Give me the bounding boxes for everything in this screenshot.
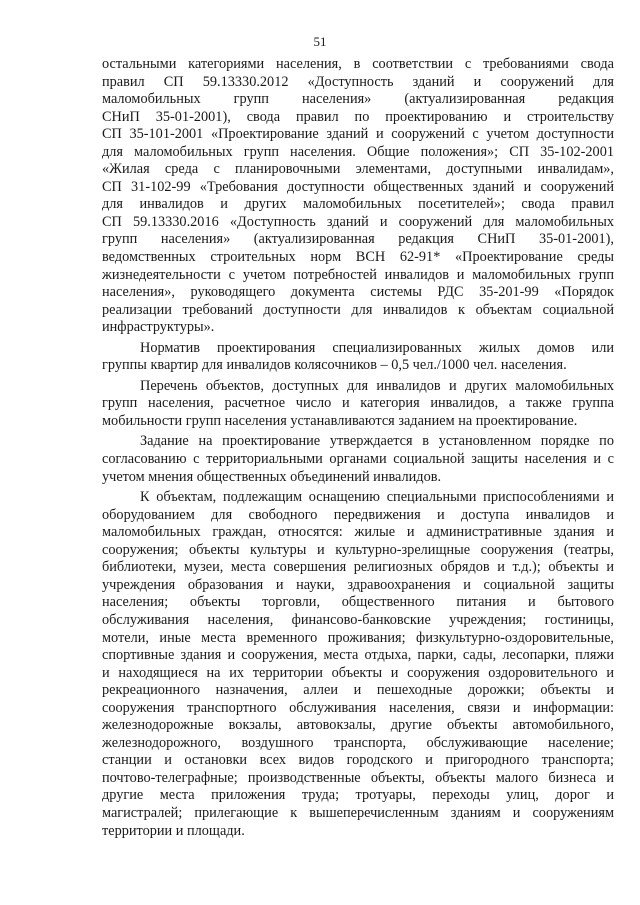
text-line: сооружения; объекты культуры и культурно-зрелищные сооружения (театры, <box>102 541 614 558</box>
text-line: Норматив проектирования специализированных жилых домов или <box>140 339 614 356</box>
text-line: остальными категориями населения, в соответствии с требованиями свода <box>102 56 614 72</box>
text-line: маломобильных групп населения» (актуализированная редакция <box>102 91 614 108</box>
document-body <box>102 56 614 840</box>
text-line: территории и площади. <box>102 822 245 839</box>
text-line: ведомственных строительных норм ВСН 62-91* «Проектирование среды <box>102 249 614 266</box>
text-line: и находящиеся на их территории объекты и сооружения оздоровительного и <box>102 664 614 681</box>
text-line: СП 35-101-2001 «Проектирование зданий и сооружений с учетом доступности <box>102 126 614 143</box>
text-line: маломобильных граждан, относятся: жилые и административные здания и <box>102 524 614 541</box>
text-line: населения», руководящего документа системы РДС 35-201-99 «Порядок <box>102 284 614 301</box>
text-line: обслуживания населения, финансово-банковские учреждения; гостиницы, <box>102 611 614 628</box>
text-line: населения; объекты торговли, общественного питания и бытового <box>102 594 614 611</box>
text-line: групп населения, расчетное число и категория инвалидов, а также группа <box>102 395 614 412</box>
text-line: СП 59.13330.2016 «Доступность зданий и сооружений для маломобильных <box>102 213 614 230</box>
paragraph <box>102 489 614 840</box>
text-line: СП 31-102-99 «Требования доступности общественных зданий и сооружений <box>102 178 614 195</box>
text-line: мобильности групп населения устанавливаются заданием на проектирование. <box>102 412 578 429</box>
text-line: Задание на проектирование утверждается в установленном порядке по <box>140 433 614 450</box>
text-line: учетом мнения общественных объединений инвалидов. <box>102 468 442 485</box>
text-line: групп населения» (актуализированная редакция СНиП 35-01-2001), <box>102 231 614 248</box>
text-line: Перечень объектов, доступных для инвалидов и других маломобильных <box>140 377 614 394</box>
text-line: инфраструктуры». <box>102 319 215 336</box>
text-line: правил СП 59.13330.2012 «Доступность зданий и сооружений для <box>102 73 614 90</box>
text-line: согласованию с территориальными органами социальной защиты населения и с <box>102 451 614 468</box>
page-number: 51 <box>313 34 327 49</box>
text-line: магистралей; прилегающие к вышеперечисленным зданиям и сооружениям <box>102 804 614 821</box>
text-line: оборудованием для свободного передвижения и доступа инвалидов и <box>102 506 614 523</box>
text-line: мотели, иные места временного проживания; физкультурно-оздоровительные, <box>102 629 614 646</box>
text-line: учреждения образования и науки, здравоохранения и социальной защиты <box>102 576 614 593</box>
text-line: сооружения транспортного обслуживания населения, связи и информации: <box>102 699 614 716</box>
paragraph <box>102 340 614 375</box>
text-line: спортивные здания и сооружения, места отдыха, парки, сады, лесопарки, пляжи <box>102 647 614 664</box>
text-line: почтово-телеграфные; производственные объекты, объекты малого бизнеса и <box>102 769 614 786</box>
paragraph <box>102 433 614 486</box>
text-line: «Жилая среда с планировочными элементами, доступными инвалидам», <box>102 161 614 178</box>
text-line: рекреационного назначения, аллеи и пешеходные дорожки; объекты и <box>102 682 614 699</box>
text-line: СНиП 35-01-2001), свода правил по проектированию и строительству <box>102 108 614 125</box>
text-line: группы квартир для инвалидов колясочников – 0,5 чел./1000 чел. населения. <box>102 357 567 374</box>
text-line: железнодорожные вокзалы, автовокзалы, другие объекты автомобильного, <box>102 717 614 734</box>
text-line: библиотеки, музеи, места совершения религиозных обрядов и т.д.); объекты и <box>102 559 614 576</box>
text-line: для инвалидов и других маломобильных посетителей»; свода правил <box>102 196 614 213</box>
text-line: жизнедеятельности с учетом потребностей инвалидов и маломобильных групп <box>102 266 614 283</box>
text-line: реализации требований доступности для инвалидов к объектам социальной <box>102 301 614 318</box>
paragraph <box>102 378 614 431</box>
text-line: железнодорожного, воздушного транспорта, обслуживающие население; <box>102 734 614 751</box>
text-line: для маломобильных групп населения. Общие положения»; СП 35-102-2001 <box>102 143 614 160</box>
text-line: другие места приложения труда; тротуары, переходы улиц, дорог и <box>102 787 614 804</box>
paragraph <box>102 56 614 337</box>
text-line: станции и остановки всех видов городского и пригородного транспорта; <box>102 752 614 769</box>
text-line: К объектам, подлежащим оснащению специальными приспособлениями и <box>140 489 614 506</box>
